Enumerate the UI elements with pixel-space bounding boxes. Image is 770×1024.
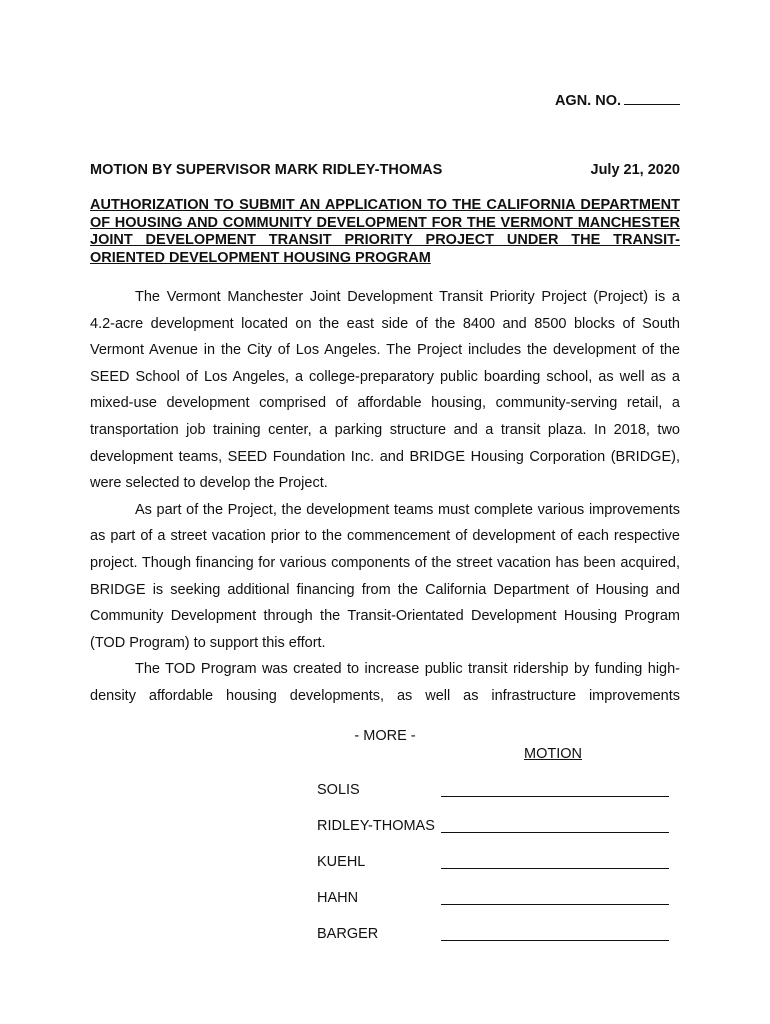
vote-row-hahn bbox=[317, 888, 669, 924]
motion-author: MOTION BY SUPERVISOR MARK RIDLEY-THOMAS bbox=[90, 162, 443, 178]
vote-line bbox=[441, 904, 669, 905]
supervisor-name: BARGER bbox=[317, 926, 379, 942]
vote-line bbox=[441, 868, 669, 869]
more-indicator: - MORE - bbox=[354, 728, 416, 744]
motion-date: July 21, 2020 bbox=[590, 162, 680, 178]
vote-table bbox=[317, 780, 669, 960]
supervisor-name: HAHN bbox=[317, 890, 359, 906]
vote-line bbox=[441, 832, 669, 833]
vote-line bbox=[441, 940, 669, 941]
vote-row-kuehl bbox=[317, 852, 669, 888]
vote-row-ridley-thomas bbox=[317, 816, 669, 852]
motion-heading: MOTION bbox=[524, 746, 582, 762]
body-paragraph-1: The Vermont Manchester Joint Development Transit Priority Project (Project) is a 4.2-acre development located on the east side of the 8400 and 8500 blocks of South Vermont Avenue in the City of Los Angeles. The Project includes the development of the SEED School of Los Angeles, a college-preparatory public boarding school, as well as a mixed-use development comprised of affordable housing, community-serving retail, a transportation job training center, a parking structure and a transit plaza. In 2018, two development teams, SEED Foundation Inc. and BRIDGE Housing Corporation (BRIDGE), were selected to develop the Project. bbox=[90, 289, 680, 492]
supervisor-name: RIDLEY-THOMAS bbox=[317, 818, 435, 834]
agenda-number-label: AGN. NO. bbox=[554, 93, 621, 109]
vote-row-solis bbox=[317, 780, 669, 816]
body-paragraph-2: As part of the Project, the development teams must complete various improvements as part of a street vacation prior to the commencement of development of each respective project. Though financing for various components of the street vacation has been acquired, BRIDGE is seeking additional financing from the California Department of Housing and Community Development through the Transit-Orientated Development Housing Program (TOD Program) to support this effort. bbox=[90, 501, 680, 651]
supervisor-name: SOLIS bbox=[317, 782, 360, 798]
motion-body bbox=[90, 284, 680, 710]
agenda-number-blank bbox=[624, 92, 680, 105]
agenda-number bbox=[555, 92, 680, 109]
vote-row-barger bbox=[317, 924, 669, 960]
body-paragraph-3: The TOD Program was created to increase public transit ridership by funding high-density affordable housing developments, as well as infrastructure improvements bbox=[90, 661, 680, 704]
motion-title: AUTHORIZATION TO SUBMIT AN APPLICATION TO THE CALIFORNIA DEPARTMENT OF HOUSING AND COMMUNITY DEVELOPMENT FOR THE VERMONT MANCHESTER JOINT DEVELOPMENT TRANSIT PRIORITY PROJECT UNDER THE TRANSIT-ORIENTED DEVELOPMENT HOUSING PROGRAM bbox=[90, 197, 680, 266]
supervisor-name: KUEHL bbox=[317, 854, 366, 870]
vote-line bbox=[441, 796, 669, 797]
